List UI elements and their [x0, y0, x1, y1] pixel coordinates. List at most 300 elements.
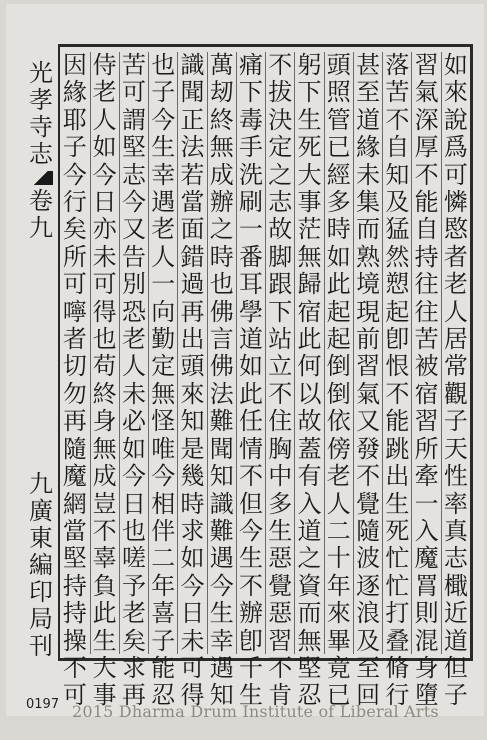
glyph: 宿 — [297, 297, 322, 326]
glyph: 天 — [443, 434, 468, 463]
glyph: 被 — [414, 352, 439, 381]
glyph: 今 — [151, 462, 176, 491]
glyph: 落 — [385, 51, 410, 79]
glyph: 生 — [385, 489, 410, 518]
glyph: 侍 — [92, 51, 117, 79]
glyph: 勿 — [62, 379, 87, 408]
glyph: 起 — [385, 297, 410, 326]
glyph: 然 — [385, 242, 410, 271]
glyph: 一 — [151, 270, 176, 299]
glyph: 編 — [29, 551, 53, 579]
glyph: 習 — [414, 407, 439, 436]
glyph: 老 — [121, 599, 146, 628]
glyph: 任 — [239, 407, 263, 436]
glyph: 無 — [297, 242, 322, 271]
text-column — [294, 51, 323, 710]
glyph: 喜 — [151, 599, 176, 628]
glyph: 識 — [180, 51, 205, 79]
glyph: 生 — [239, 681, 263, 710]
text-column — [411, 51, 440, 710]
glyph: 之 — [268, 160, 293, 189]
glyph: 苦 — [385, 78, 410, 107]
glyph: 辦 — [239, 599, 263, 628]
glyph: 光 — [29, 59, 53, 87]
glyph: 難 — [209, 407, 234, 436]
fishtail-marker-icon — [29, 171, 53, 185]
glyph: 站 — [268, 325, 293, 354]
glyph: 老 — [326, 462, 351, 491]
glyph: 頭 — [326, 51, 351, 79]
glyph: 打 — [385, 599, 410, 628]
glyph: 不 — [239, 571, 263, 600]
glyph: 忙 — [385, 544, 410, 573]
glyph: 愬 — [385, 270, 410, 299]
glyph: 拔 — [268, 78, 293, 107]
glyph: 切 — [62, 352, 87, 381]
glyph: 浪 — [356, 599, 381, 628]
glyph: 時 — [180, 489, 205, 518]
glyph: 叠 — [385, 626, 410, 655]
glyph: 人 — [151, 242, 176, 271]
glyph: 深 — [414, 105, 439, 134]
glyph: 故 — [268, 215, 293, 244]
glyph: 氣 — [356, 379, 381, 408]
glyph: 住 — [268, 407, 293, 436]
glyph: 猛 — [385, 215, 410, 244]
frame-bottom-rule — [58, 658, 472, 661]
glyph: 能 — [385, 407, 410, 436]
glyph: 今 — [62, 160, 87, 189]
glyph: 傍 — [326, 434, 351, 463]
glyph: 死 — [385, 516, 410, 545]
glyph: 耳 — [239, 270, 263, 299]
glyph: 遇 — [209, 653, 234, 682]
glyph: 卷 — [29, 186, 53, 215]
margin-column — [28, 60, 54, 660]
text-column — [324, 51, 353, 710]
glyph: 得 — [92, 297, 117, 326]
glyph: 蓋 — [297, 434, 322, 463]
glyph: 跟 — [268, 270, 293, 299]
glyph: 緣 — [62, 78, 87, 107]
glyph: 居 — [443, 325, 468, 354]
glyph: 依 — [326, 407, 351, 436]
glyph: 忍 — [297, 681, 322, 710]
glyph: 遇 — [151, 188, 176, 217]
glyph: 又 — [356, 407, 381, 436]
glyph: 隨 — [356, 516, 381, 545]
glyph: 不 — [239, 462, 263, 491]
glyph: 頭 — [180, 352, 205, 381]
glyph: 管 — [326, 105, 351, 134]
glyph: 習 — [414, 51, 439, 79]
watermark: 2015 Dharma Drum Institute of Liberal Arts — [72, 702, 439, 721]
glyph: 起 — [326, 325, 351, 354]
glyph: 者 — [443, 242, 468, 271]
glyph: 日 — [121, 489, 146, 518]
glyph: 自 — [385, 133, 410, 162]
glyph: 牽 — [414, 462, 439, 491]
glyph: 寺 — [29, 113, 53, 141]
glyph: 操 — [62, 626, 87, 655]
glyph: 持 — [414, 242, 439, 271]
glyph: 墮 — [414, 681, 439, 710]
glyph: 者 — [62, 325, 87, 354]
glyph: 恐 — [121, 297, 146, 326]
glyph: 未 — [92, 242, 117, 271]
glyph: 無 — [92, 434, 117, 463]
glyph: 此 — [297, 325, 322, 354]
glyph: 千 — [239, 653, 263, 682]
glyph: 魔 — [414, 544, 439, 573]
glyph: 勤 — [151, 325, 176, 354]
glyph: 生 — [92, 626, 117, 655]
glyph: 下 — [239, 78, 263, 107]
glyph: 生 — [268, 516, 293, 545]
glyph: 入 — [414, 516, 439, 545]
glyph: 熟 — [356, 242, 381, 271]
glyph: 九 — [29, 213, 53, 242]
glyph: 經 — [326, 160, 351, 189]
glyph: 率 — [443, 489, 468, 518]
glyph: 魔 — [62, 462, 87, 491]
glyph: 怪 — [151, 407, 176, 436]
text-body — [60, 51, 470, 710]
glyph: 痛 — [239, 51, 263, 79]
glyph: 東 — [29, 524, 53, 552]
glyph: 不 — [62, 653, 87, 682]
glyph: 學 — [239, 297, 263, 326]
glyph: 不 — [268, 379, 293, 408]
glyph: 肯 — [268, 681, 293, 710]
glyph: 別 — [121, 270, 146, 299]
glyph: 厚 — [414, 133, 439, 162]
glyph: 嚀 — [62, 297, 87, 326]
glyph: 未 — [121, 379, 146, 408]
glyph: 局 — [29, 605, 53, 633]
glyph: 洗 — [239, 160, 263, 189]
glyph: 也 — [209, 270, 234, 299]
glyph: 告 — [121, 242, 146, 271]
glyph: 立 — [268, 352, 293, 381]
glyph: 發 — [356, 434, 381, 463]
glyph: 及 — [385, 188, 410, 217]
glyph: 不 — [268, 51, 293, 79]
glyph: 因 — [62, 51, 87, 79]
glyph: 今 — [151, 105, 176, 134]
glyph: 躬 — [297, 51, 322, 79]
glyph: 生 — [297, 105, 322, 134]
glyph: 堅 — [121, 133, 146, 162]
glyph: 十 — [326, 544, 351, 573]
glyph: 向 — [151, 297, 176, 326]
glyph: 老 — [92, 78, 117, 107]
glyph: 覺 — [356, 489, 381, 518]
text-column — [207, 51, 236, 710]
glyph: 至 — [356, 653, 381, 682]
glyph: 又 — [121, 215, 146, 244]
glyph: 往 — [414, 270, 439, 299]
glyph: 道 — [356, 105, 381, 134]
text-column — [382, 51, 411, 710]
text-column — [236, 51, 265, 710]
glyph: 網 — [62, 489, 87, 518]
glyph: 能 — [414, 188, 439, 217]
glyph: 混 — [414, 626, 439, 655]
glyph: 老 — [443, 270, 468, 299]
glyph: 如 — [443, 51, 468, 79]
glyph: 至 — [356, 78, 381, 107]
glyph: 多 — [268, 489, 293, 518]
margin-page — [29, 471, 53, 498]
margin-title — [29, 60, 53, 168]
glyph: 但 — [443, 653, 468, 682]
glyph: 苦 — [414, 325, 439, 354]
glyph: 也 — [151, 51, 176, 79]
glyph: 但 — [239, 489, 263, 518]
glyph: 何 — [297, 352, 322, 381]
glyph: 此 — [326, 270, 351, 299]
glyph: 習 — [356, 352, 381, 381]
glyph: 現 — [356, 297, 381, 326]
glyph: 前 — [356, 325, 381, 354]
glyph: 持 — [62, 599, 87, 628]
glyph: 可 — [121, 78, 146, 107]
glyph: 相 — [151, 489, 176, 518]
glyph: 一 — [239, 215, 263, 244]
glyph: 來 — [326, 599, 351, 628]
glyph: 真 — [443, 516, 468, 545]
glyph: 聞 — [209, 434, 234, 463]
glyph: 起 — [326, 297, 351, 326]
glyph: 跳 — [385, 434, 410, 463]
glyph: 之 — [297, 544, 322, 573]
glyph: 下 — [268, 297, 293, 326]
glyph: 時 — [326, 215, 351, 244]
glyph: 故 — [297, 407, 322, 436]
glyph: 求 — [121, 653, 146, 682]
glyph: 謂 — [121, 105, 146, 134]
glyph: 無 — [209, 133, 234, 162]
glyph: 脚 — [268, 242, 293, 271]
glyph: 可 — [443, 160, 468, 189]
glyph: 逐 — [356, 571, 381, 600]
glyph: 生 — [151, 133, 176, 162]
glyph: 覺 — [268, 571, 293, 600]
glyph: 志 — [121, 160, 146, 189]
glyph: 大 — [92, 653, 117, 682]
glyph: 不 — [92, 516, 117, 545]
glyph: 印 — [29, 578, 53, 606]
glyph: 手 — [239, 133, 263, 162]
glyph: 隨 — [62, 434, 87, 463]
glyph: 遇 — [209, 544, 234, 573]
glyph: 恨 — [385, 352, 410, 381]
glyph: 有 — [297, 462, 322, 491]
glyph: 說 — [443, 105, 468, 134]
glyph: 不 — [356, 462, 381, 491]
glyph: 難 — [209, 516, 234, 545]
glyph: 可 — [62, 270, 87, 299]
glyph: 往 — [414, 297, 439, 326]
glyph: 志 — [268, 188, 293, 217]
glyph: 是 — [180, 434, 205, 463]
glyph: 如 — [239, 352, 263, 381]
glyph: 時 — [209, 242, 234, 271]
glyph: 惡 — [268, 544, 293, 573]
glyph: 以 — [297, 379, 322, 408]
glyph: 佛 — [209, 352, 234, 381]
glyph: 如 — [121, 434, 146, 463]
glyph: 豈 — [92, 489, 117, 518]
glyph: 不 — [385, 105, 410, 134]
glyph: 事 — [297, 188, 322, 217]
glyph: 近 — [443, 599, 468, 628]
glyph: 再 — [121, 681, 146, 710]
glyph: 此 — [92, 599, 117, 628]
glyph: 識 — [209, 489, 234, 518]
glyph: 番 — [239, 242, 263, 271]
glyph: 倒 — [326, 379, 351, 408]
glyph: 回 — [356, 681, 381, 710]
glyph: 不 — [385, 379, 410, 408]
glyph: 再 — [62, 407, 87, 436]
glyph: 子 — [443, 681, 468, 710]
glyph: 來 — [443, 78, 468, 107]
glyph: 成 — [92, 462, 117, 491]
frame-top-rule — [58, 44, 472, 47]
glyph: 知 — [180, 407, 205, 436]
glyph: 子 — [151, 78, 176, 107]
glyph: 志 — [29, 140, 53, 168]
glyph: 波 — [356, 544, 381, 573]
glyph: 二 — [151, 544, 176, 573]
glyph: 終 — [209, 105, 234, 134]
glyph: 人 — [121, 352, 146, 381]
glyph: 人 — [92, 105, 117, 134]
glyph: 子 — [151, 626, 176, 655]
glyph: 今 — [209, 571, 234, 600]
glyph: 未 — [356, 160, 381, 189]
glyph: 當 — [62, 516, 87, 545]
glyph: 今 — [239, 516, 263, 545]
glyph: 此 — [239, 379, 263, 408]
glyph: 憐 — [443, 188, 468, 217]
glyph: 出 — [180, 325, 205, 354]
glyph: 脩 — [385, 653, 410, 682]
glyph: 歸 — [297, 270, 322, 299]
margin-publisher — [29, 498, 53, 660]
glyph: 年 — [151, 571, 176, 600]
page-number: 0197 — [26, 697, 60, 712]
glyph: 當 — [180, 188, 205, 217]
glyph: 茫 — [297, 215, 322, 244]
glyph: 不 — [268, 653, 293, 682]
glyph: 定 — [151, 352, 176, 381]
glyph: 再 — [180, 297, 205, 326]
glyph: 今 — [92, 160, 117, 189]
glyph: 日 — [92, 188, 117, 217]
glyph: 成 — [209, 160, 234, 189]
glyph: 可 — [180, 653, 205, 682]
glyph: 今 — [121, 188, 146, 217]
glyph: 忍 — [151, 681, 176, 710]
glyph: 如 — [92, 133, 117, 162]
text-column — [353, 51, 382, 710]
glyph: 孝 — [29, 86, 53, 114]
glyph: 決 — [268, 105, 293, 134]
glyph: 毒 — [239, 105, 263, 134]
glyph: 過 — [180, 270, 205, 299]
glyph: 知 — [209, 681, 234, 710]
glyph: 所 — [62, 242, 87, 271]
glyph: 如 — [326, 242, 351, 271]
text-column — [265, 51, 294, 710]
glyph: 唯 — [151, 434, 176, 463]
glyph: 耶 — [62, 105, 87, 134]
glyph: 可 — [92, 270, 117, 299]
glyph: 大 — [297, 160, 322, 189]
glyph: 苟 — [92, 352, 117, 381]
glyph: 入 — [297, 489, 322, 518]
glyph: 若 — [180, 160, 205, 189]
glyph: 生 — [239, 544, 263, 573]
glyph: 常 — [443, 352, 468, 381]
glyph: 必 — [121, 407, 146, 436]
glyph: 無 — [151, 379, 176, 408]
glyph: 生 — [209, 599, 234, 628]
glyph: 定 — [268, 133, 293, 162]
glyph: 今 — [121, 462, 146, 491]
glyph: 忙 — [385, 571, 410, 600]
glyph: 死 — [297, 133, 322, 162]
glyph: 幾 — [180, 462, 205, 491]
glyph: 宿 — [414, 379, 439, 408]
glyph: 刷 — [239, 188, 263, 217]
glyph: 氣 — [414, 78, 439, 107]
glyph: 老 — [151, 215, 176, 244]
glyph: 已 — [326, 681, 351, 710]
glyph: 終 — [92, 379, 117, 408]
text-column — [177, 51, 206, 710]
glyph: 萬 — [209, 51, 234, 79]
glyph: 面 — [180, 215, 205, 244]
glyph: 矣 — [62, 215, 87, 244]
glyph: 人 — [326, 489, 351, 518]
glyph: 法 — [180, 133, 205, 162]
glyph: 而 — [297, 599, 322, 628]
margin-volume — [29, 188, 53, 242]
glyph: 辦 — [209, 188, 234, 217]
glyph: 行 — [62, 188, 87, 217]
glyph: 也 — [92, 325, 117, 354]
glyph: 矣 — [121, 626, 146, 655]
glyph: 苦 — [121, 51, 146, 79]
glyph: 資 — [297, 571, 322, 600]
glyph: 年 — [326, 571, 351, 600]
glyph: 堅 — [62, 544, 87, 573]
glyph: 也 — [121, 516, 146, 545]
glyph: 亦 — [92, 215, 117, 244]
glyph: 卽 — [385, 325, 410, 354]
glyph: 辜 — [92, 544, 117, 573]
glyph: 法 — [209, 379, 234, 408]
glyph: 刼 — [209, 78, 234, 107]
glyph: 照 — [326, 78, 351, 107]
glyph: 負 — [92, 571, 117, 600]
glyph: 子 — [62, 133, 87, 162]
glyph: 倒 — [326, 352, 351, 381]
